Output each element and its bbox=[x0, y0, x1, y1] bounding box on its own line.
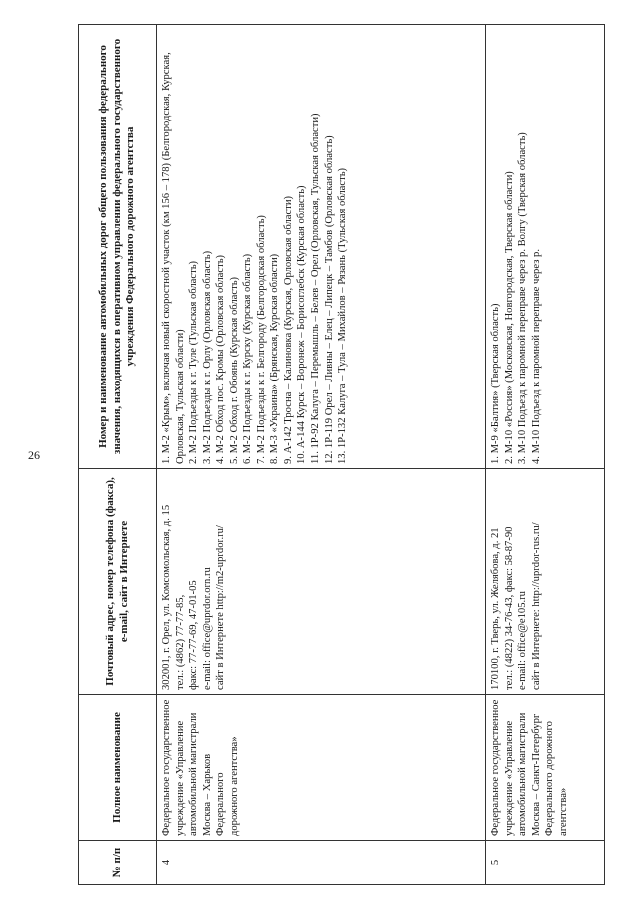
website-line: сайт в Интернете: http://uprdor-rus.ru/ bbox=[530, 522, 542, 690]
road-item: 8. М-3 «Украина» (Брянская, Курская области) bbox=[269, 253, 281, 464]
road-item: 2. М-2 Подъезды к г. Туле (Тульская область) bbox=[188, 260, 200, 464]
road-item: 2. М-10 «Россия» (Московская, Новгородская, Тверская области) bbox=[503, 171, 515, 464]
name-line: автомобильной магистрали bbox=[188, 712, 200, 836]
row-number: 4 bbox=[157, 841, 486, 885]
name-line: автомобильной магистрали bbox=[517, 712, 529, 836]
header-num: № п/п bbox=[79, 841, 157, 885]
contacts-cell bbox=[486, 469, 605, 695]
header-name: Полное наименование bbox=[79, 695, 157, 841]
name-line: учреждение «Управление bbox=[503, 720, 515, 836]
address-line: 302001, г. Орел, ул. Комсомольская, д. 15 bbox=[161, 504, 172, 690]
header-contacts: Почтовый адрес, номер телефона (факса), e-mail, сайт в Интернете bbox=[79, 469, 157, 695]
fax-line: факс: 77-77-69, 47-01-05 bbox=[188, 580, 200, 690]
road-item: 10. А-144 Курск – Воронеж – Борисоглебск (Курская область) bbox=[296, 185, 308, 464]
road-item: 13. 1Р-132 Калуга – Тула – Михайлов – Рязань (Тульская область) bbox=[337, 167, 349, 464]
name-line: дорожного агентства» bbox=[228, 736, 240, 836]
email-line: e-mail: office@e105.ru bbox=[517, 591, 529, 690]
road-item: 4. М-10 Подъезд к паромной переправе через р. bbox=[530, 249, 542, 464]
address-line: 170100, г. Тверь, ул. Желябова, д. 21 bbox=[490, 527, 501, 690]
table-row bbox=[157, 25, 486, 885]
road-item: 7. М-2 Подъезды к г. Белгороду (Белгородская область) bbox=[255, 215, 267, 464]
page-number: 26 bbox=[28, 448, 40, 462]
road-item: 1. М-2 «Крым», включая новый скоростной участок (км 156 – 178) (Белгородская, Курская, Орловская, Тульская области) bbox=[161, 52, 186, 464]
institution-name bbox=[486, 695, 605, 841]
road-item: 3. М-2 Подъезды к г. Орлу (Орловская область) bbox=[201, 250, 213, 464]
header-roads: Номер и наименование автомобильных дорог общего пользования федерального значения, находящихся в оперативном управлении федерального государственного учреждения Федерального дорожного агентства bbox=[79, 25, 157, 469]
road-item: 1. М-9 «Балтия» (Тверская область) bbox=[490, 303, 501, 464]
name-line: учреждение «Управление bbox=[174, 720, 186, 836]
roads-cell bbox=[157, 25, 486, 469]
road-item: 6. М-2 Подъезды к г. Курску (Курская область) bbox=[242, 253, 254, 464]
table-row bbox=[486, 25, 605, 885]
road-item: 4. М-2 Обход пос. Кромы (Орловская область) bbox=[215, 254, 227, 464]
roads-directory-table bbox=[78, 24, 605, 885]
name-line: агентства» bbox=[557, 787, 569, 836]
name-line: Федерального дорожного bbox=[544, 721, 556, 836]
name-line: Москва – Харьков Федерального bbox=[201, 753, 227, 836]
institution-name bbox=[157, 695, 486, 841]
road-item: 9. А-142 Тросна – Калиновка (Курская, Орловская области) bbox=[282, 195, 294, 464]
name-line: Федеральное государственное bbox=[161, 699, 172, 836]
table-header-row bbox=[79, 25, 157, 885]
website-line: сайт в Интернете http://m2-uprdor.ru/ bbox=[215, 525, 227, 690]
name-line: Москва – Санкт-Петербург bbox=[530, 713, 542, 836]
row-number: 5 bbox=[486, 841, 605, 885]
road-item: 5. М-2 Обход г. Обоянь (Курская область) bbox=[228, 276, 240, 464]
roads-cell bbox=[486, 25, 605, 469]
road-item: 12. 1Р-119 Орел – Ливны – Елец – Липецк – Тамбов (Орловская область) bbox=[323, 135, 335, 464]
phone-line: тел.: (4822) 34-76-43, факс: 58-87-90 bbox=[503, 526, 515, 690]
email-line: e-mail: office@uprdor.orn.ru bbox=[201, 567, 213, 690]
contacts-cell bbox=[157, 469, 486, 695]
phone-line: тел.: (4862) 77-77-85, bbox=[174, 594, 186, 690]
name-line: Федеральное государственное bbox=[490, 699, 501, 836]
road-item: 11. 1Р-92 Калуга – Перемышль – Белев – Орел (Орловская, Тульская области) bbox=[310, 113, 322, 464]
road-item: 3. М-10 Подъезд к паромной переправе через р. Волгу (Тверская область) bbox=[517, 132, 529, 464]
